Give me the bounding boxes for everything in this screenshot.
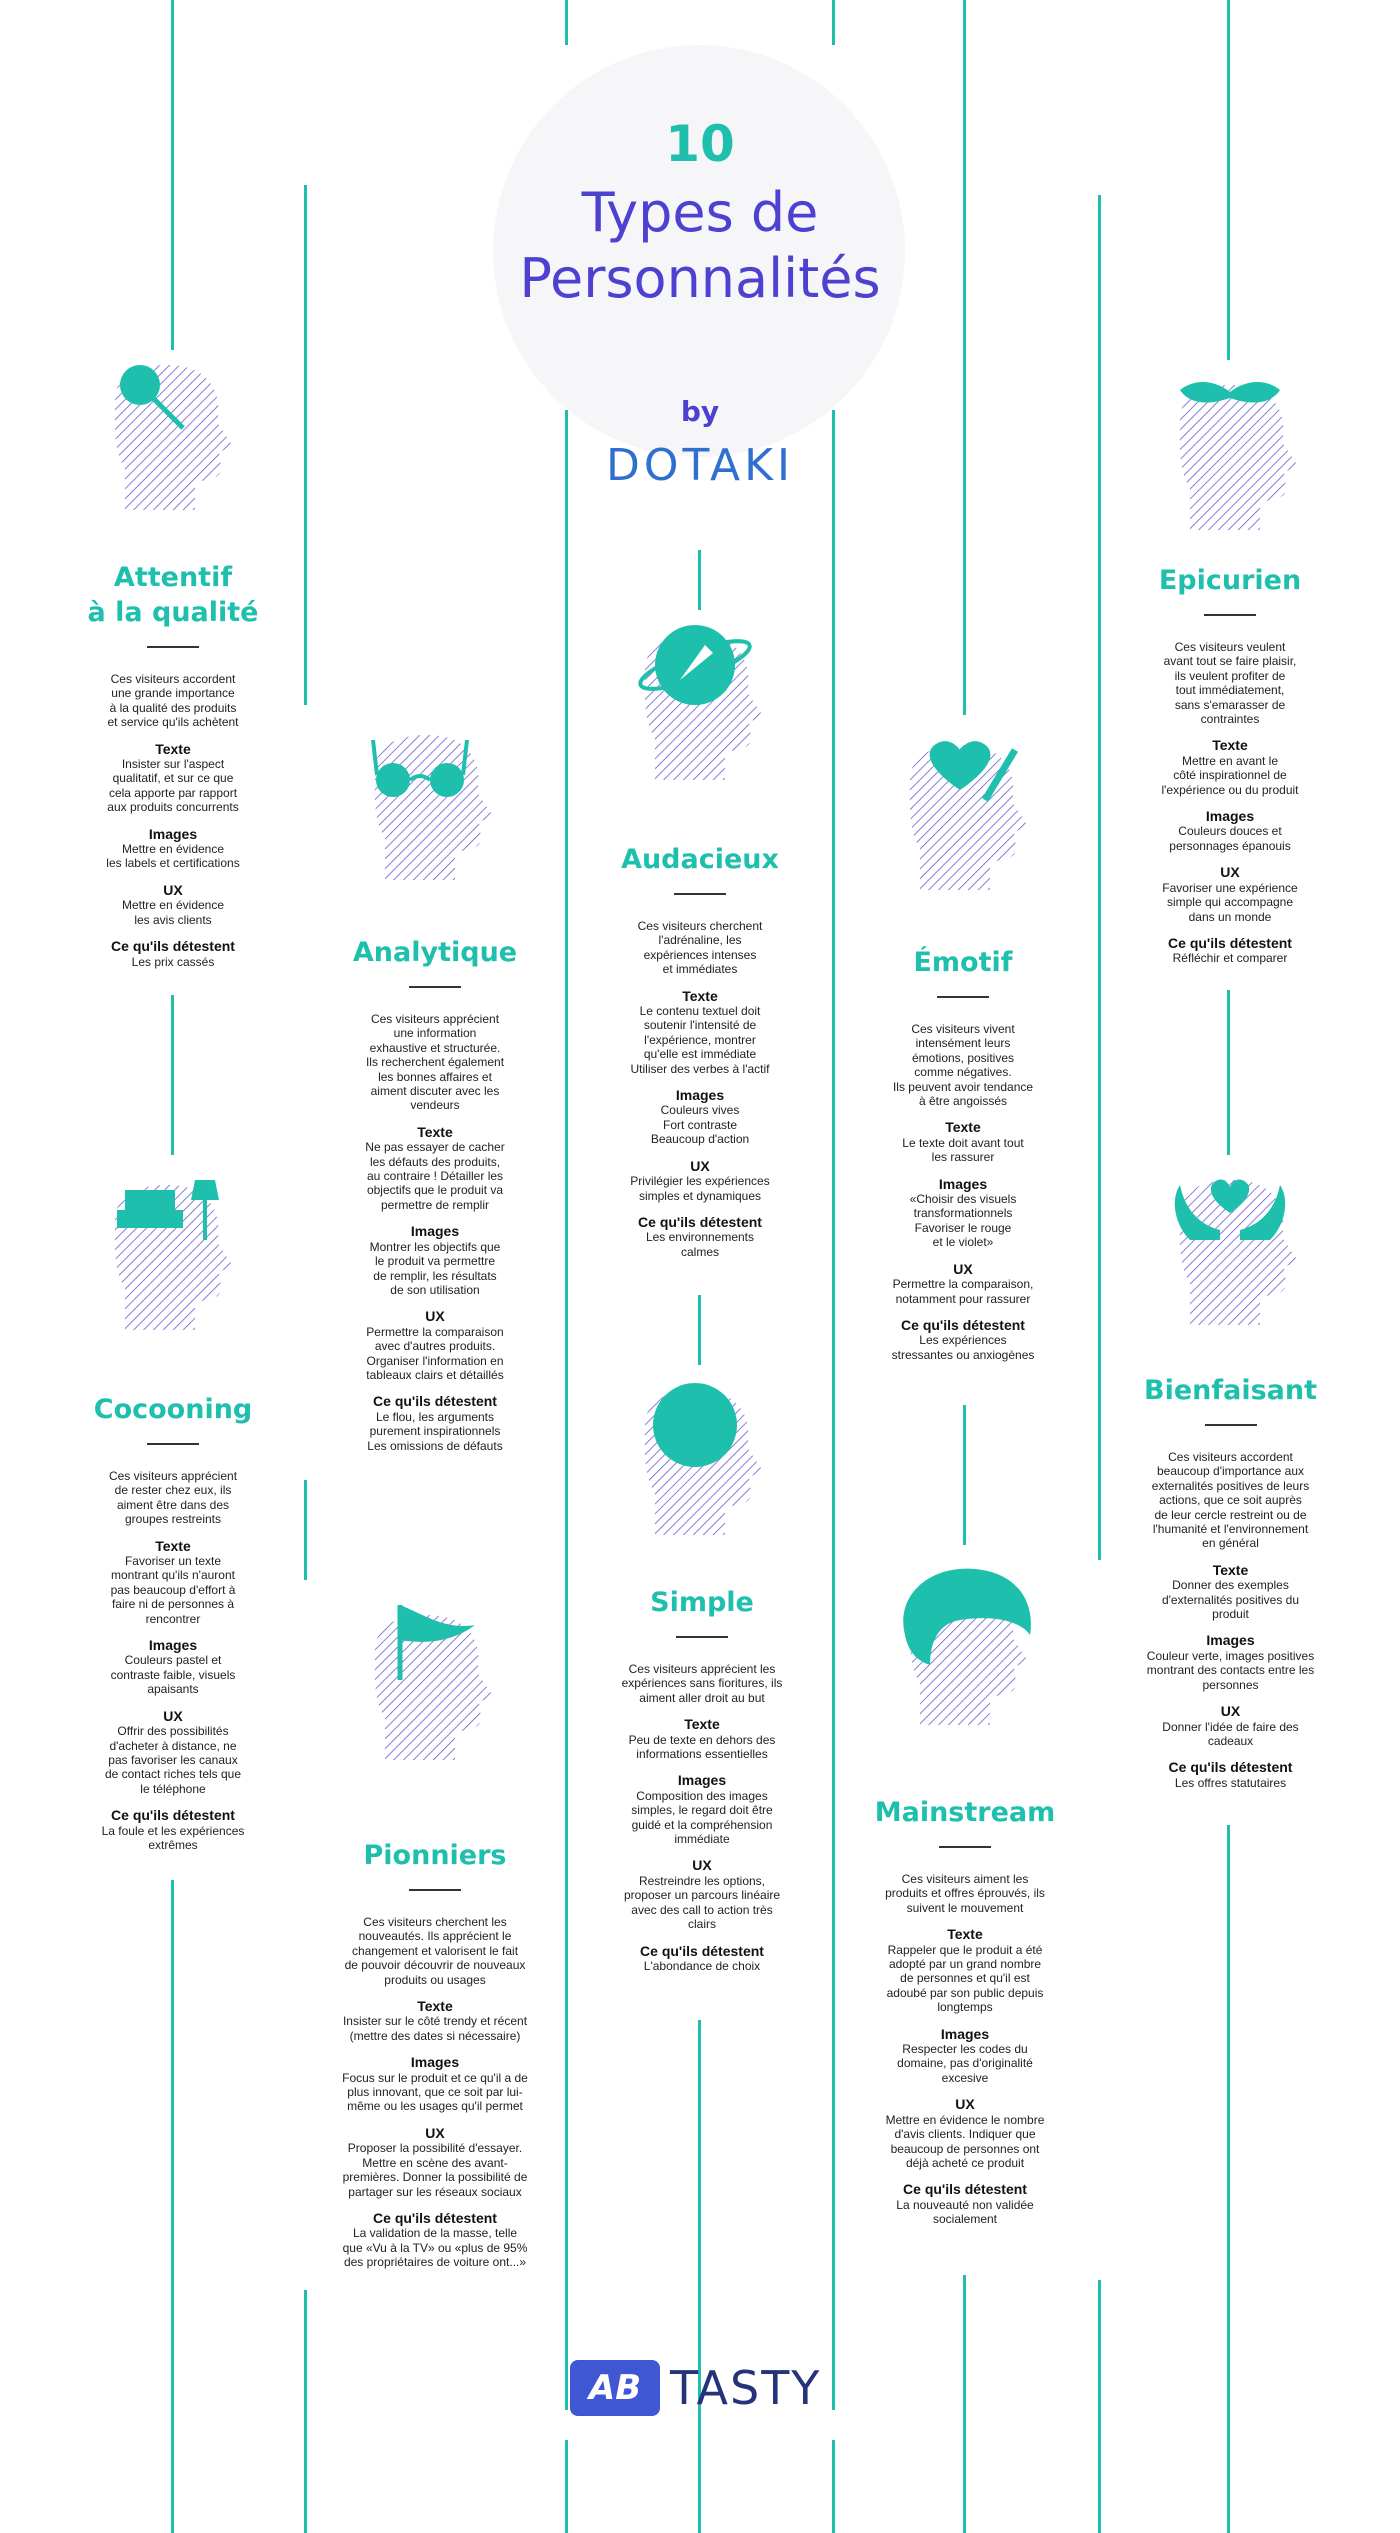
texte-content: Insister sur le côté trendy et récent (mettre des dates si nécessaire) [342, 2014, 528, 2043]
decorative-line [304, 2290, 307, 2533]
section-heading: Images [148, 825, 198, 842]
circle-icon [653, 1383, 737, 1467]
type-description: Ces visiteurs apprécient de rester chez eux, ils aiment être dans des groupes restreints [108, 1469, 238, 1527]
images-content: Couleurs pastel et contraste faible, visuels apaisants [110, 1653, 236, 1697]
section-heading: Images [940, 2025, 990, 2042]
divider [937, 996, 989, 998]
ux-content: Privilégier les expériences simples et dynamiques [630, 1174, 770, 1203]
section-heading: Texte [1212, 1561, 1249, 1578]
type-name: Audacieux [621, 844, 779, 875]
section-heading: Ce qu'ils détestent [901, 1316, 1025, 1333]
ux-content: Restreindre les options, proposer un parcours linéaire avec des call to action très clairs [623, 1873, 781, 1932]
ux-content: Proposer la possibilité d'essayer. Mettre en scène des avant- premières. Donner la possibilité de partager sur les réseaux sociaux [342, 2141, 528, 2199]
head-cocooning [95, 1170, 255, 1330]
texte-content: Favoriser un texte montrant qu'ils n'auront pas beaucoup d'effort à faire ni de personnes à rencontrer [110, 1554, 236, 1626]
ux-content: Permettre la comparaison, notamment pour rassurer [892, 1277, 1034, 1306]
ux-content: Mettre en évidence les avis clients [121, 898, 225, 927]
divider [939, 1846, 991, 1848]
section-heading: UX [163, 881, 183, 898]
head-emotif [890, 730, 1050, 890]
type-name: Pionniers [363, 1840, 507, 1871]
divider [1205, 1424, 1257, 1426]
decorative-line [963, 0, 966, 715]
divider [1204, 614, 1256, 616]
decorative-line [832, 2440, 835, 2533]
type-name: Bienfaisant [1143, 1375, 1317, 1406]
section-heading: Images [148, 1637, 198, 1654]
type-description: Ces visiteurs veulent avant tout se faire plaisir, ils veulent profiter de tout immédiatement, sans s'emarasser de contraintes [1163, 640, 1297, 727]
section-heading: UX [425, 1308, 445, 1325]
images-content: Couleurs douces et personnages épanouis [1169, 824, 1291, 853]
type-name: Analytique [352, 937, 518, 968]
texte-content: Peu de texte en dehors des informations essentielles [628, 1732, 776, 1762]
decorative-line [1098, 2280, 1101, 2533]
type-description: Ces visiteurs aiment les produits et offres éprouvés, ils suivent le mouvement [885, 1872, 1045, 1915]
section-heading: UX [692, 1857, 712, 1874]
decorative-line [565, 0, 568, 45]
page-title [0, 180, 1400, 312]
texte-content: Insister sur l'aspect qualitatif, et sur ce que cela apporte par rapport aux produits concurrents [107, 757, 239, 815]
section-heading: Ce qu'ils détestent [1168, 1759, 1293, 1776]
section-heading: Texte [417, 1123, 453, 1140]
texte-content: Donner des exemples d'externalités positives du produit [1161, 1578, 1300, 1622]
section-heading: Ce qu'ils détestent [373, 1393, 497, 1410]
texte-content: Ne pas essayer de cacher les défauts des produits, au contraire ! Détailler les objectifs que le produit va permettre de remplir [365, 1140, 505, 1212]
section-heading: Texte [684, 1716, 720, 1733]
decorative-line [1227, 990, 1230, 1155]
section-heading: Texte [417, 1998, 453, 2015]
head-mainstream [890, 1565, 1050, 1725]
section-heading: Ce qu'ils détestent [373, 2209, 497, 2226]
title-line-1: Types de [581, 181, 819, 244]
type-card-pionniers [325, 1838, 545, 2270]
type-card-mainstream [860, 1795, 1070, 2227]
section-heading: Images [938, 1175, 988, 1192]
decorative-line [698, 2020, 701, 2533]
type-card-emotif [858, 945, 1068, 1362]
type-description: Ces visiteurs cherchent l'adrénaline, les expériences intenses et immédiates [637, 919, 763, 977]
detest-content: Les expériences stressantes ou anxiogènes [891, 1333, 1035, 1362]
type-description: Ces visiteurs apprécient les expériences sans fioritures, ils aiment aller droit au but [621, 1662, 783, 1705]
images-content: Couleurs vives Fort contraste Beaucoup d'action [650, 1103, 750, 1147]
divider [676, 1636, 728, 1638]
type-description: Ces visiteurs accordent une grande importance à la qualité des produits et service qu'ils achètent [107, 672, 239, 730]
section-heading: Images [677, 1772, 727, 1789]
section-heading: UX [955, 2096, 975, 2113]
detest-content: Les offres statutaires [1174, 1775, 1287, 1790]
divider [409, 1889, 461, 1891]
dotaki-logo: DOTAKI [606, 440, 794, 491]
detest-content: La foule et les expériences extrêmes [101, 1823, 245, 1852]
head-audacieux [625, 620, 785, 780]
divider [147, 1443, 199, 1445]
decorative-line [171, 995, 174, 1155]
section-heading: UX [1220, 1703, 1241, 1720]
section-heading: Images [675, 1087, 725, 1104]
type-card-simple [597, 1585, 807, 1973]
detest-content: Réfléchir et comparer [1172, 951, 1288, 966]
texte-content: Le texte doit avant tout les rassurer [902, 1135, 1024, 1165]
images-content: Composition des images simples, le regard doit être guidé et la compréhension immédiate [631, 1788, 773, 1847]
type-description: Ces visiteurs vivent intensément leurs émotions, positives comme négatives. Ils peuvent avoir tendance à être angoissés [892, 1022, 1034, 1109]
section-heading: Images [410, 2054, 460, 2071]
type-name: Simple [650, 1587, 754, 1618]
images-content: «Choisir des visuels transformationnels Favoriser le rouge et le violet» [909, 1192, 1017, 1250]
section-heading: UX [690, 1157, 710, 1174]
type-description: Ces visiteurs accordent beaucoup d'importance aux externalités positives de leurs actions, que ce soit auprès de leur cercle restreint ou de l'humanité et l'environnement en général [1151, 1450, 1310, 1551]
section-heading: Images [410, 1223, 460, 1240]
type-name: Émotif [913, 947, 1013, 978]
type-name: Epicurien [1158, 565, 1302, 596]
type-card-audacieux [595, 842, 805, 1259]
divider [409, 986, 461, 988]
detest-content: Les prix cassés [131, 954, 215, 969]
section-heading: Ce qu'ils détestent [111, 1807, 235, 1824]
section-heading: Texte [945, 1119, 981, 1136]
section-heading: Texte [155, 1537, 191, 1554]
logo-tasty: TASTY [670, 2361, 822, 2415]
type-name: Attentif à la qualité [87, 562, 259, 628]
section-heading: Ce qu'ils détestent [640, 1942, 764, 1959]
images-content: Focus sur le produit et ce qu'il a de plus innovant, que ce soit par lui- même ou les usages qu'il permet [342, 2070, 528, 2114]
title-number: 10 [665, 115, 735, 173]
type-name: Cocooning [93, 1394, 253, 1425]
images-content: Couleur verte, images positives montrant des contacts entre les personnes [1146, 1648, 1315, 1692]
detest-content: L'abondance de choix [643, 1958, 761, 1973]
type-card-bienfaisant [1118, 1373, 1343, 1790]
decorative-line [698, 550, 701, 610]
section-heading: Ce qu'ils détestent [1168, 934, 1292, 951]
texte-content: Le contenu textuel doit soutenir l'intensité de l'expérience, montrer qu'elle est immédiate Utiliser des verbes à l'actif [630, 1004, 770, 1076]
by-label: by [680, 395, 720, 428]
section-heading: UX [1220, 864, 1240, 881]
images-content: Respecter les codes du domaine, pas d'originalité excesive [897, 2042, 1033, 2085]
head-epicurien [1160, 370, 1320, 530]
ux-content: Favoriser une expérience simple qui accompagne dans un monde [1162, 880, 1298, 924]
texte-content: Mettre en avant le côté inspirationnel de l'expérience ou du produit [1161, 753, 1299, 797]
section-heading: Texte [155, 740, 191, 757]
detest-content: La validation de la masse, telle que «Vu à la TV» ou «plus de 95% des propriétaires de voiture ont...» [342, 2226, 528, 2270]
type-card-analytique [330, 935, 540, 1453]
decorative-line [1227, 1825, 1230, 2533]
images-content: Montrer les objectifs que le produit va permettre de remplir, les résultats de son utilisation [369, 1239, 501, 1297]
section-heading: Images [1205, 808, 1255, 825]
logo-ab: AB [570, 2360, 660, 2416]
decorative-line [832, 0, 835, 45]
head-silhouette [375, 735, 493, 880]
section-heading: Texte [1212, 737, 1248, 754]
head-attentif [95, 350, 255, 510]
type-description: Ces visiteurs apprécient une information exhaustive et structurée. Ils recherchent également les bonnes affaires et aiment discuter avec les vendeurs [365, 1012, 505, 1113]
section-heading: Ce qu'ils détestent [638, 1213, 762, 1230]
texte-content: Rappeler que le produit a été adopté par un grand nombre de personnes et qu'il est adoubé par son public depuis longtemps [886, 1942, 1044, 2015]
head-pionniers [355, 1600, 515, 1760]
section-heading: Ce qu'ils détestent [903, 2181, 1027, 2198]
section-heading: UX [953, 1260, 973, 1277]
divider [147, 646, 199, 648]
section-heading: UX [425, 2124, 445, 2141]
head-silhouette [1180, 385, 1298, 530]
ux-content: Donner l'idée de faire des cadeaux [1162, 1719, 1299, 1748]
section-heading: Images [1206, 1632, 1255, 1649]
detest-content: Le flou, les arguments purement inspirationnels Les omissions de défauts [367, 1409, 503, 1453]
type-card-attentif [68, 560, 278, 969]
ux-content: Permettre la comparaison avec d'autres produits. Organiser l'information en tableaux clairs et détaillés [366, 1324, 504, 1382]
head-bienfaisant [1160, 1165, 1320, 1325]
section-heading: Ce qu'ils détestent [111, 938, 235, 955]
section-heading: Texte [682, 987, 718, 1004]
section-heading: UX [163, 1707, 183, 1724]
decorative-line [963, 1405, 966, 1545]
detest-content: La nouveauté non validée socialement [896, 2197, 1034, 2227]
images-content: Mettre en évidence les labels et certifications [106, 842, 240, 871]
decorative-line [565, 410, 568, 2410]
type-name: Mainstream [874, 1797, 1056, 1828]
decorative-line [304, 1480, 307, 1580]
type-description: Ces visiteurs cherchent les nouveautés. Ils apprécient le changement et valorisent le fait de pouvoir découvrir de nouveaux produits ou usages [344, 1915, 526, 1987]
ux-content: Mettre en évidence le nombre d'avis clients. Indiquer que beaucoup de personnes ont déjà acheté ce produit [885, 2112, 1045, 2170]
divider [674, 893, 726, 895]
decorative-line [565, 2440, 568, 2533]
type-card-epicurien [1125, 563, 1335, 966]
ux-content: Offrir des possibilités d'acheter à distance, ne pas favoriser les canaux de contact riches tels que le téléphone [104, 1724, 242, 1796]
decorative-line [171, 1880, 174, 2533]
abtasty-logo [570, 2360, 830, 2416]
section-heading: Texte [947, 1926, 983, 1943]
title-line-2: Personnalités [519, 247, 881, 310]
decorative-line [963, 2275, 966, 2533]
decorative-line [832, 410, 835, 2410]
type-card-cocooning [68, 1392, 278, 1852]
head-simple [625, 1375, 785, 1535]
detest-content: Les environnements calmes [645, 1230, 755, 1259]
head-analytique [355, 720, 515, 880]
decorative-line [698, 1295, 701, 1365]
